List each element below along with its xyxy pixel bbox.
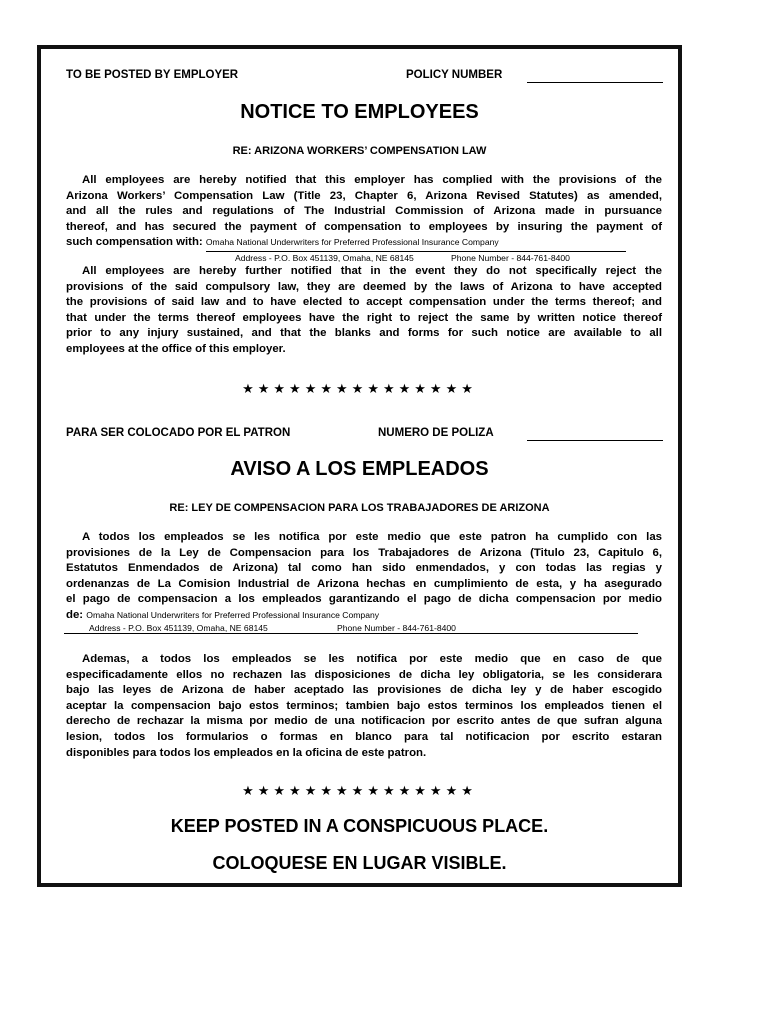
spanish-p2-line: Ademas, a todos los empleados se les notifica por este medio que en caso de que [82,653,662,665]
spanish-p2-line: bajo las leyes de Arizona de haber aceptado las provisiones de dicha ley y de haber escogido [66,684,662,697]
insurer-address-english: Address - P.O. Box 451139, Omaha, NE 68145 [235,253,414,263]
policy-number-blank [527,82,663,83]
english-p2-line: prior to any injury sustained, and that the blanks and forms for such notice are available to all [66,327,662,340]
spanish-p1-line: Estatutos Enmendados de Arizona) tal como han sido enmendados, y con todas las regias y [66,562,662,575]
policy-number-label: POLICY NUMBER [406,69,503,81]
english-p2-line: provisions of the said compulsory law, they are deemed by the laws of Arizona to have accepted [66,280,662,293]
spanish-paragraph-1 [66,530,662,624]
english-p1-line: Arizona Workers’ Compensation Law (Title 23, Chapter 6, Arizona Revised Statutes) as amended, [66,189,662,202]
numero-de-poliza-blank [527,440,663,441]
english-p2-last: employees at the office of this employer. [66,342,286,355]
notice-frame [37,45,682,887]
insurer-name-english: Omaha National Underwriters for Preferred Professional Insurance Company [206,235,626,252]
insurer-address-spanish: Address - P.O. Box 451139, Omaha, NE 68145 [89,623,268,633]
spanish-p1-last: de: [66,608,84,621]
re-line-spanish: RE: LEY DE COMPENSACION PARA LOS TRABAJADORES DE ARIZONA [169,502,550,514]
spanish-p1-line: ordenanzas de La Comision Industrial de Arizona hechas en cumplimiento de esta, y ha asegurado [66,577,662,590]
spanish-p2-line: especificadamente ellos no rechazen las disposiciones de dicha ley obligatoria, se les considerara [66,668,662,681]
english-p1-last-line [66,235,662,252]
english-p1-line: All employees are hereby notified that this employer has complied with the provisions of the [82,174,662,186]
spanish-p2-line: derecho de rechazar la misma por medio de una notificacion por escrito antes de que sufran alguna [66,715,662,728]
spanish-p1-line: el pago de compensacion a los empleados garantizando el pago de dicha compensacion por medio [66,593,662,606]
english-paragraph-2 [66,264,662,358]
insurer-phone-spanish: Phone Number - 844-761-8400 [337,623,456,633]
coloquese-footer: COLOQUESE EN LUGAR VISIBLE. [212,853,507,873]
aviso-title: AVISO A LOS EMPLEADOS [230,458,489,480]
re-line-english: RE: ARIZONA WORKERS’ COMPENSATION LAW [232,145,487,157]
english-paragraph-1 [66,173,662,252]
insurer-phone-english: Phone Number - 844-761-8400 [451,253,570,263]
section-separator-stars: ★★★★★★★★★★★★★★★ [242,381,477,396]
posted-by-patron: PARA SER COLOCADO POR EL PATRON [66,427,291,439]
spanish-p1-last-line [66,608,662,624]
posted-by-employer: TO BE POSTED BY EMPLOYER [66,69,239,81]
english-p1-line: thereof, and has secured the payment of compensation to employees by insuring the payment of [66,220,662,233]
spanish-p1-line: provisiones de la Ley de Compensacion para los Trabajadores de Arizona (Titulo 23, Capitulo 6, [66,546,662,559]
spanish-p1-line: A todos los empleados se les notifica por este medio que este patron ha cumplido con las [82,531,662,543]
english-p2-line: All employees are hereby further notified that in the event they do not specifically reject the [82,265,662,277]
spanish-paragraph-2 [66,652,662,761]
insurer-address-underline [64,633,638,634]
section-separator-stars-2: ★★★★★★★★★★★★★★★ [242,783,477,798]
english-p1-last: such compensation with: [66,236,203,249]
english-p2-line: that under the terms thereof employees have the right to reject the same by written notice thereof [66,311,662,324]
english-p1-line: and all the rules and regulations of The Industrial Commission of Arizona made in pursuance [66,205,662,218]
spanish-p2-line: lesion, todos los formularios o formas en blanco para tal notificacion por escrito estaran [66,730,662,743]
notice-title: NOTICE TO EMPLOYEES [240,101,479,123]
spanish-p2-line: aceptar la compensacion bajo estos terminos; tambien bajo estos terminos los empleados tienen el [66,699,662,712]
numero-de-poliza-label: NUMERO DE POLIZA [378,427,494,439]
insurer-name-spanish: Omaha National Underwriters for Preferred Professional Insurance Company [86,609,380,620]
keep-posted-footer: KEEP POSTED IN A CONSPICUOUS PLACE. [170,816,549,836]
english-p2-line: the provisions of said law and to have elected to accept compensation under the terms thereof; and [66,296,662,309]
spanish-p2-last: disponibles para todos los empleados en la oficina de este patron. [66,746,427,759]
